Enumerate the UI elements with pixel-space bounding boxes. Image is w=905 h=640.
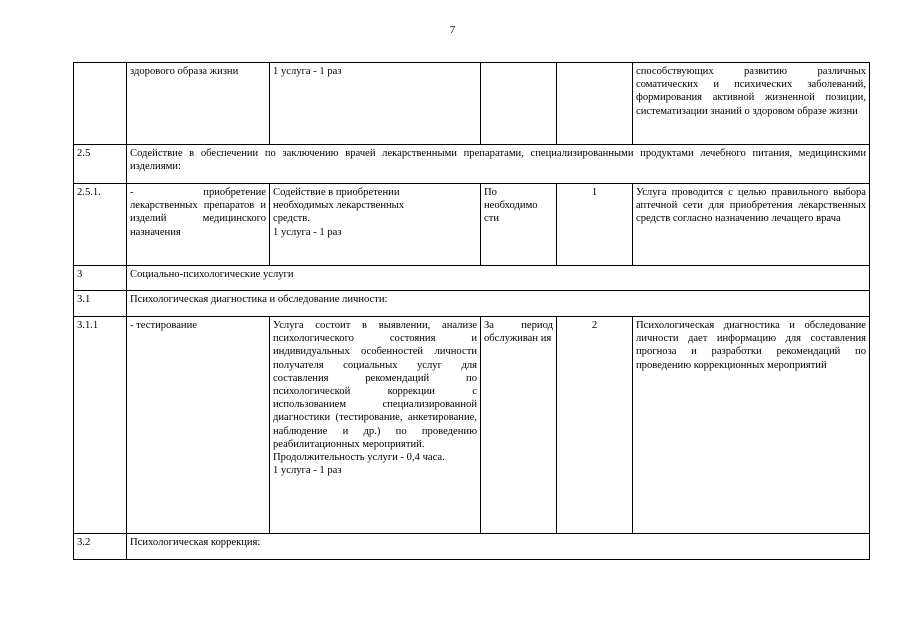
section-title: Психологическая диагностика и обследование личности: [127, 291, 870, 317]
section-number: 3.2 [74, 534, 127, 560]
cell-service-name: - тестирование [127, 317, 270, 534]
cell-description: 1 услуга - 1 раз [270, 63, 481, 145]
cell-number: 2.5.1. [74, 184, 127, 266]
cell-volume [557, 63, 633, 145]
cell-service-name: здорового образа жизни [127, 63, 270, 145]
cell-result: Услуга проводится с целью правильного выбора аптечной сети для приобретения лекарственных средств согласно назначению лечащего врача [633, 184, 870, 266]
table-row [74, 184, 870, 266]
duration-text: Продолжительность услуги - 0,4 часа. [273, 452, 445, 464]
section-number: 3 [74, 266, 127, 291]
section-title: Социально-психологические услуги [127, 266, 870, 291]
section-number: 3.1 [74, 291, 127, 317]
table-row [74, 317, 870, 534]
section-row [74, 145, 870, 184]
cell-result: способствующих развитию различных соматических и психических заболеваний, формирования активной жизненной позиции, систематизации знаний о здоровом образе жизни [633, 63, 870, 145]
cell-volume: 2 [557, 317, 633, 534]
cell-period [481, 63, 557, 145]
cell-description: Содействие в приобретении необходимых лекарственных средств. 1 услуга - 1 раз [270, 184, 481, 266]
section-title: Психологическая коррекция: [127, 534, 870, 560]
table-row [74, 63, 870, 145]
cell-period: За период обслуживан ия [481, 317, 557, 534]
cell-volume: 1 [557, 184, 633, 266]
section-title: Содействие в обеспечении по заключению врачей лекарственными препаратами, специализированными продуктами лечебного питания, медицинскими изделиями: [127, 145, 870, 184]
section-row [74, 534, 870, 560]
section-row [74, 291, 870, 317]
cell-number: 3.1.1 [74, 317, 127, 534]
cell-service-name: - приобретение лекарственных препаратов и изделий медицинского назначения [127, 184, 270, 266]
section-number: 2.5 [74, 145, 127, 184]
cell-description [270, 317, 481, 534]
page-number: 7 [449, 24, 456, 36]
cell-period: По необходимо сти [481, 184, 557, 266]
cell-result: Психологическая диагностика и обследование личности дает информацию для составления прогноза и разработки рекомендаций по проведению коррекционных мероприятий [633, 317, 870, 534]
frequency-text: 1 услуга - 1 раз [273, 465, 342, 477]
cell-number [74, 63, 127, 145]
services-table [73, 62, 870, 560]
section-row [74, 266, 870, 291]
description-text: Услуга состоит в выявлении, анализе психологического состояния и индивидуальных особенностей личности получателя социальных услуг для составления рекомендаций по психологической коррекции с использованием специализированной диагностики (тестирование, анкетирование, наблюдение и др.) по проведению реабилитационных мероприятий. [273, 320, 477, 450]
